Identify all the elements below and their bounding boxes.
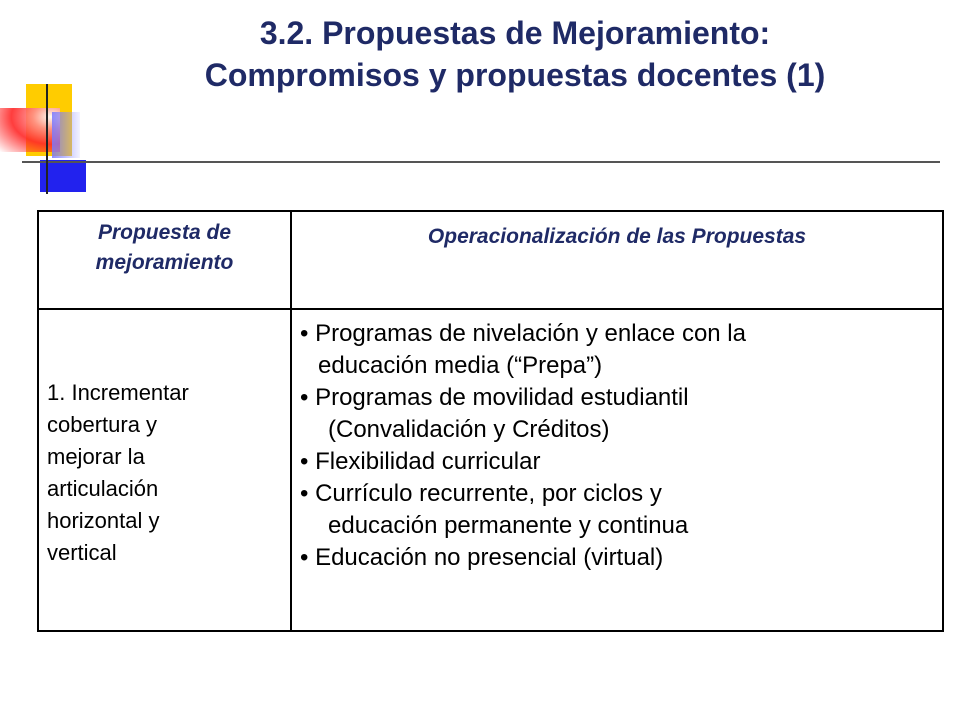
list-item xyxy=(300,542,934,574)
slide-title-line2: Compromisos y propuestas docentes (1) xyxy=(204,57,826,93)
list-item-line: • Programas de movilidad estudiantil xyxy=(300,384,689,411)
operationalization-list xyxy=(300,318,934,574)
header-operationalization: Operacionalización de las Propuestas xyxy=(291,211,943,309)
horizontal-rule xyxy=(22,161,940,163)
list-item xyxy=(300,318,934,382)
red-glow-decoration xyxy=(0,108,60,152)
list-item xyxy=(300,446,934,478)
list-item xyxy=(300,478,934,542)
light-blue-decoration xyxy=(52,112,80,158)
list-item-continuation: educación media (“Prepa”) xyxy=(318,352,603,379)
list-item-line: • Programas de nivelación y enlace con la xyxy=(300,320,746,347)
list-item-line: • Flexibilidad curricular xyxy=(300,448,541,475)
slide-title xyxy=(90,12,940,96)
list-item xyxy=(300,382,934,446)
list-item-continuation: (Convalidación y Créditos) xyxy=(328,416,610,443)
operationalization-cell xyxy=(291,309,943,631)
list-item-line: • Currículo recurrente, por ciclos y xyxy=(300,480,662,507)
proposal-line: 1. Incrementar xyxy=(47,380,189,405)
list-item-continuation: educación permanente y continua xyxy=(328,512,689,539)
proposal-line: cobertura y xyxy=(47,412,158,437)
proposal-line: articulación xyxy=(47,476,159,501)
proposal-line: vertical xyxy=(47,540,117,565)
header-proposal-line1: Propuesta de xyxy=(97,221,232,244)
proposal-line: horizontal y xyxy=(47,508,160,533)
yellow-square-decoration xyxy=(26,84,72,156)
table-header-row xyxy=(38,211,943,309)
slide-title-line1: 3.2. Propuestas de Mejoramiento: xyxy=(259,15,771,51)
proposal-line: mejorar la xyxy=(47,444,145,469)
header-proposal xyxy=(38,211,291,309)
proposals-table xyxy=(37,210,944,632)
blue-square-decoration xyxy=(40,160,86,192)
proposal-cell xyxy=(38,309,291,631)
list-item-line: • Educación no presencial (virtual) xyxy=(300,544,664,571)
header-proposal-line2: mejoramiento xyxy=(95,251,234,274)
table-row xyxy=(38,309,943,631)
vertical-rule xyxy=(46,84,48,194)
